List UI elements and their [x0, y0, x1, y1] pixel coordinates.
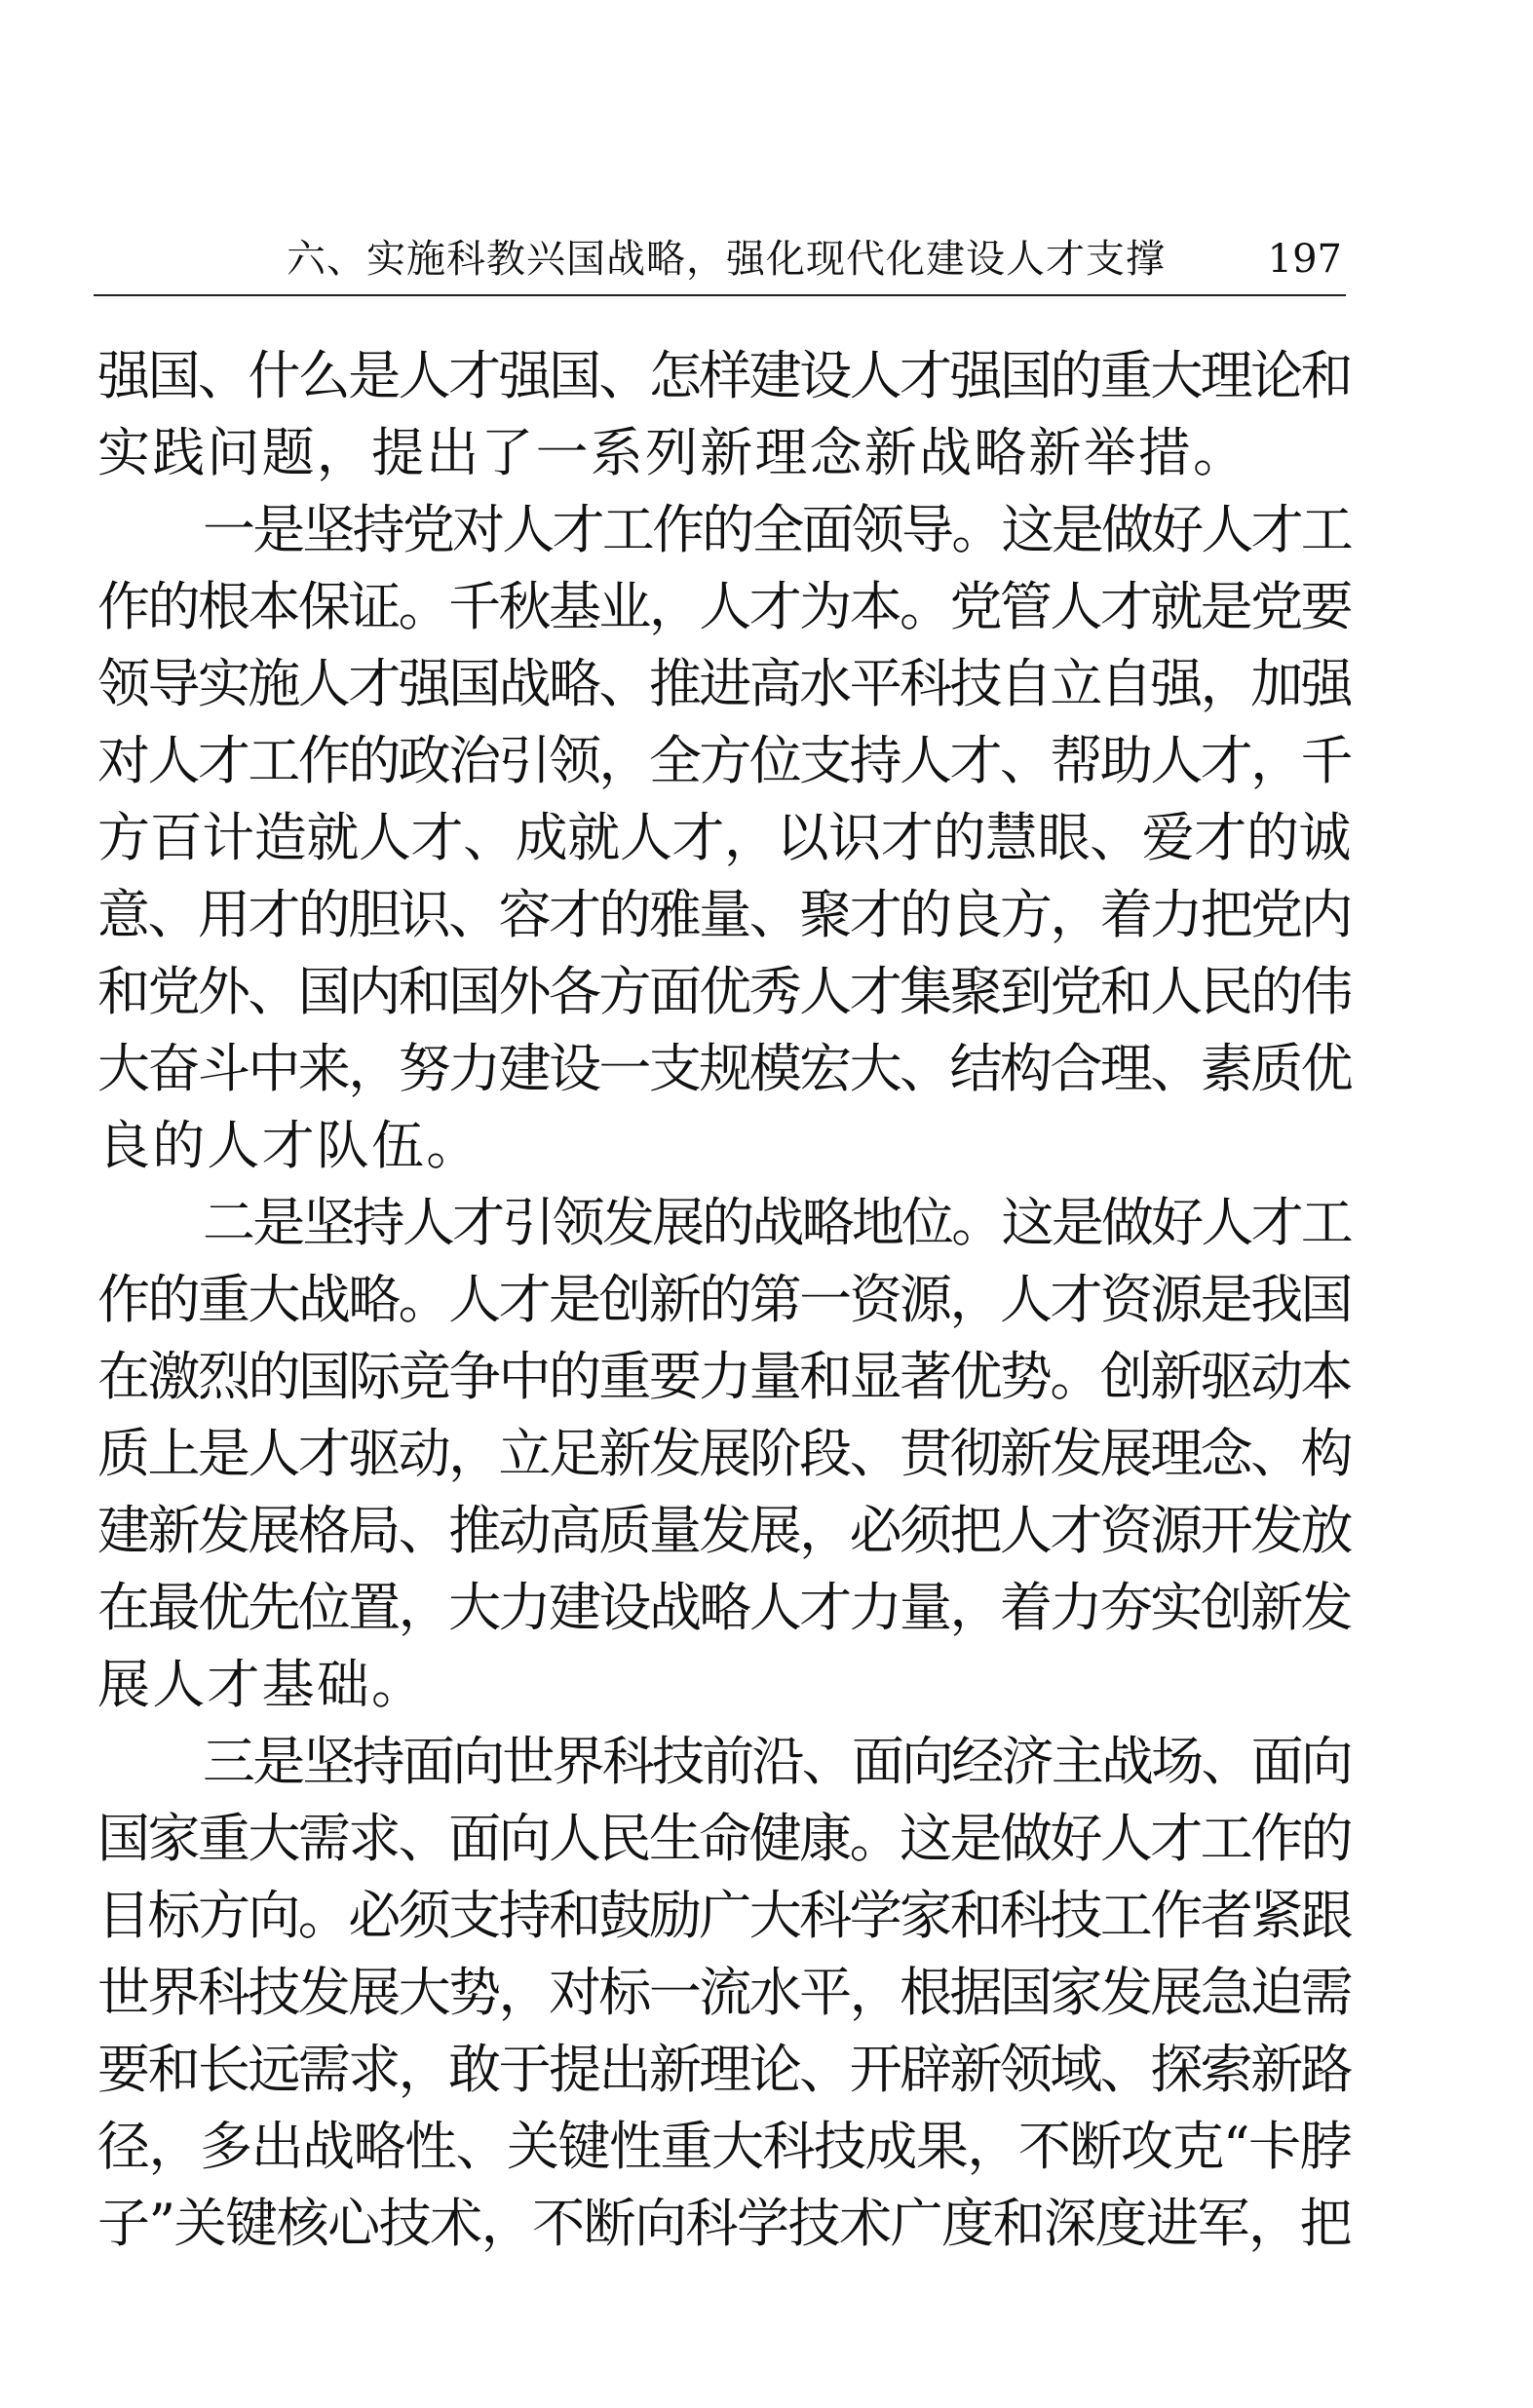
text-line: 三是坚持面向世界科技前沿、面向经济主战场、面向 [203, 1731, 1351, 1792]
text-line: 在激烈的国际竞争中的重要力量和显著优势。创新驱动本 [97, 1346, 1351, 1407]
chapter-title: 六、实施科教兴国战略，强化现代化建设人才支撑 [287, 237, 1166, 282]
text-line: 要和长远需求，敢于提出新理论、开辟新领域、探索新路 [97, 2039, 1351, 2100]
text-line: 径，多出战略性、关键性重大科技成果，不断攻克“卡脖 [97, 2116, 1351, 2177]
text-line: 和党外、国内和国外各方面优秀人才集聚到党和人民的伟 [97, 961, 1351, 1022]
text-line: 在最优先位置，大力建设战略人才力量，着力夯实创新发 [97, 1577, 1351, 1638]
text-line: 方百计造就人才、成就人才，以识才的慧眼、爱才的诚 [97, 807, 1351, 868]
body-text [97, 337, 1351, 2262]
text-line: 建新发展格局、推动高质量发展，必须把人才资源开发放 [97, 1500, 1351, 1561]
text-line: 国家重大需求、面向人民生命健康。这是做好人才工作的 [97, 1808, 1351, 1869]
text-line: 世界科技发展大势，对标一流水平，根据国家发展急迫需 [97, 1962, 1351, 2023]
text-line: 展人才基础。 [97, 1654, 427, 1715]
text-line: 作的重大战略。人才是创新的第一资源，人才资源是我国 [97, 1269, 1351, 1330]
text-line: 强国、什么是人才强国、怎样建设人才强国的重大理论和 [97, 345, 1351, 406]
text-line: 子”关键核心技术，不断向科学技术广度和深度进军，把 [97, 2193, 1351, 2254]
text-line: 作的根本保证。千秋基业，人才为本。党管人才就是党要 [97, 576, 1351, 637]
text-line: 良的人才队伍。 [97, 1115, 481, 1176]
text-line: 意、用才的胆识、容才的雅量、聚才的良方，着力把党内 [97, 884, 1351, 945]
text-line: 大奋斗中来，努力建设一支规模宏大、结构合理、素质优 [97, 1038, 1351, 1099]
page-number: 197 [1267, 237, 1342, 282]
text-line: 对人才工作的政治引领，全方位支持人才、帮助人才，千 [97, 730, 1351, 791]
text-line: 一是坚持党对人才工作的全面领导。这是做好人才工 [203, 499, 1351, 560]
header-rule [94, 294, 1346, 296]
text-line: 领导实施人才强国战略、推进高水平科技自立自强，加强 [97, 653, 1351, 714]
running-header [94, 230, 1346, 294]
text-line: 质上是人才驱动，立足新发展阶段、贯彻新发展理念、构 [97, 1423, 1351, 1484]
text-line: 实践问题，提出了一系列新理念新战略新举措。 [97, 422, 1248, 483]
text-line: 二是坚持人才引领发展的战略地位。这是做好人才工 [203, 1192, 1351, 1253]
text-line: 目标方向。必须支持和鼓励广大科学家和科技工作者紧跟 [97, 1885, 1351, 1946]
